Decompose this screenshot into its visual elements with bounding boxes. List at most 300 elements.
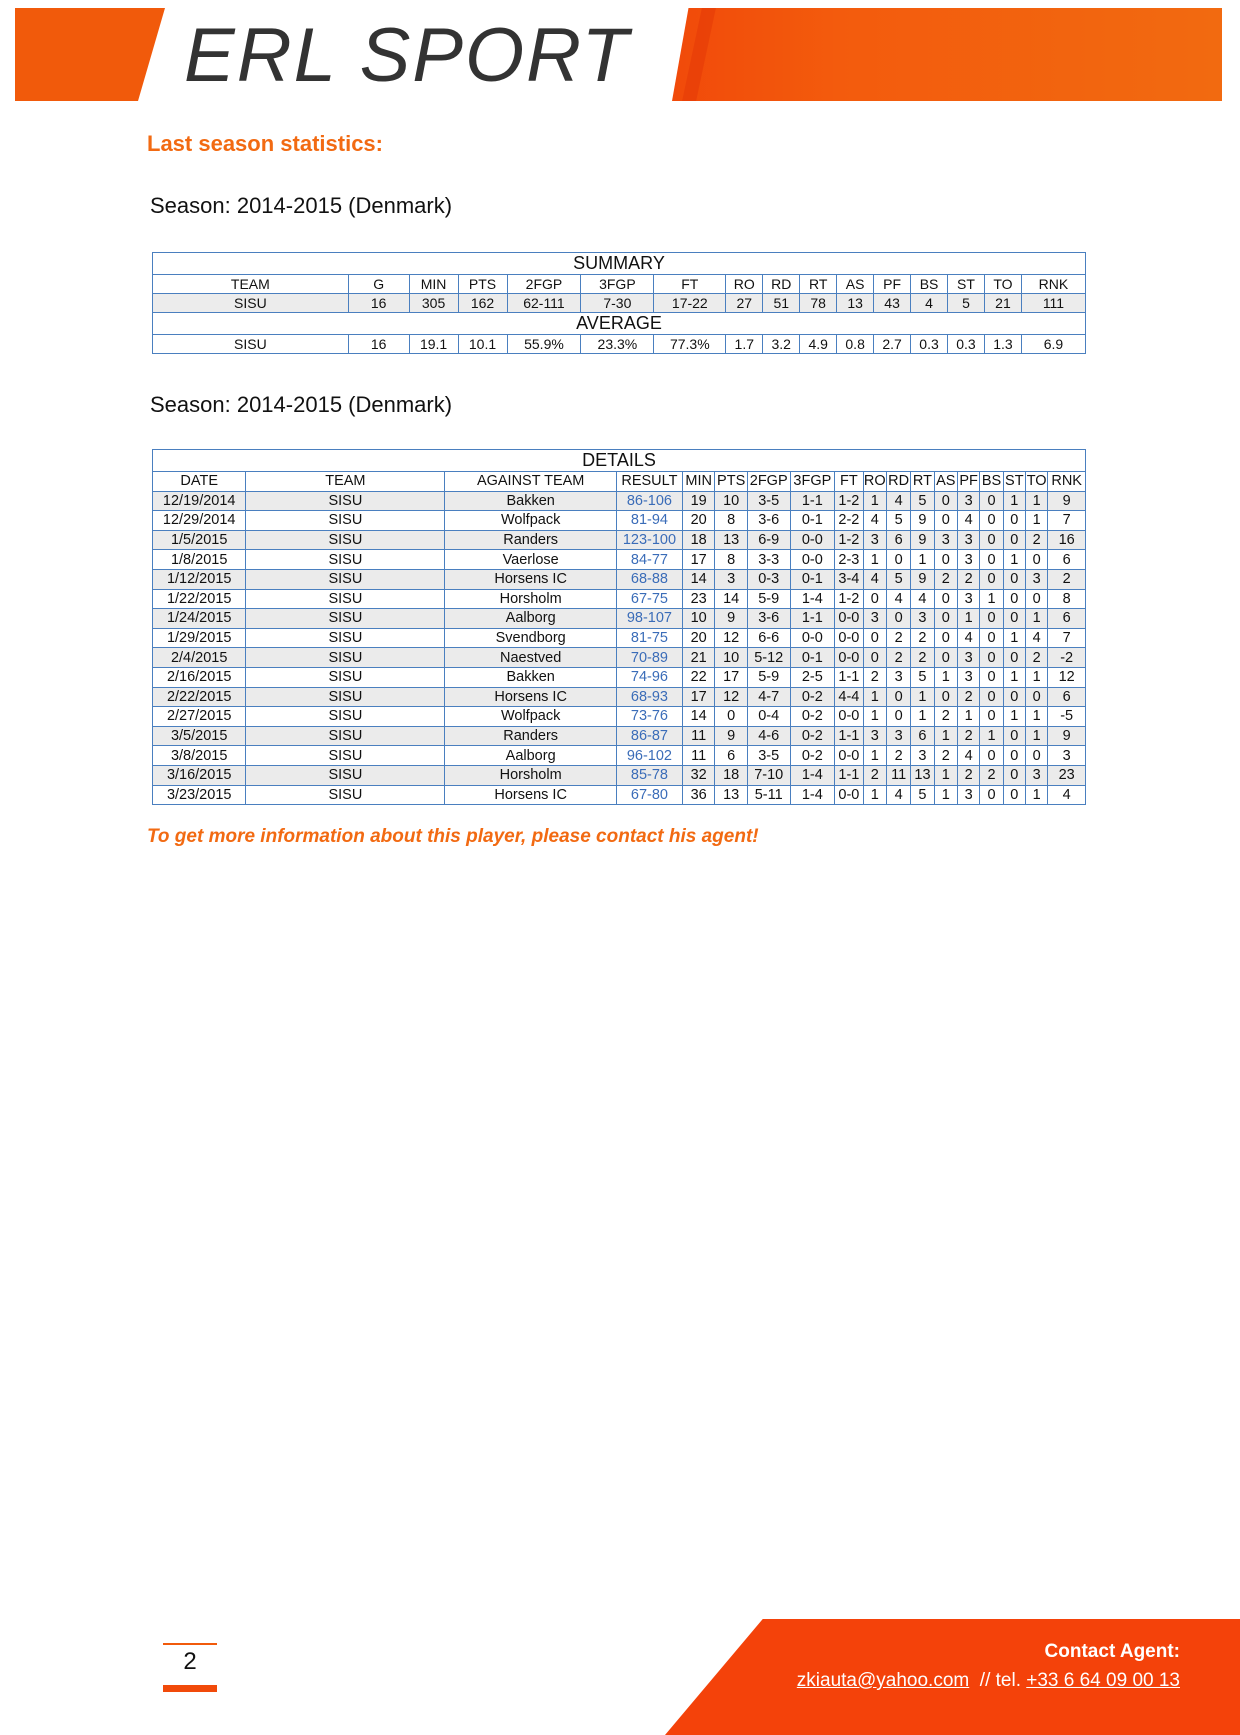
details-cell: 0	[934, 609, 957, 629]
page-number-rule-bottom	[163, 1685, 217, 1692]
details-cell: 4-6	[747, 726, 790, 746]
summary-average-cell: SISU	[153, 335, 349, 354]
details-cell: 1	[1003, 628, 1025, 648]
details-band-title: DETAILS	[153, 450, 1086, 472]
details-cell: Wolfpack	[445, 511, 617, 531]
details-cell: 4	[957, 746, 979, 766]
details-cell: Horsholm	[445, 589, 617, 609]
details-cell: 1	[863, 746, 886, 766]
details-cell: 0	[1003, 648, 1025, 668]
details-cell: 1	[1003, 491, 1025, 511]
table-row	[153, 667, 1086, 687]
details-cell: 5	[911, 785, 934, 805]
details-cell: 14	[715, 589, 747, 609]
details-cell: 9	[1048, 726, 1086, 746]
page-number-rule-top	[163, 1643, 217, 1645]
details-cell: 0	[886, 687, 910, 707]
summary-total-cell: 27	[726, 294, 763, 313]
details-cell: 4	[1025, 628, 1047, 648]
details-cell: 0	[934, 687, 957, 707]
details-cell: 0-0	[835, 648, 863, 668]
details-cell: 2/27/2015	[153, 707, 246, 727]
details-cell: 2/22/2015	[153, 687, 246, 707]
summary-average-cell: 19.1	[409, 335, 458, 354]
details-cell: 7	[1048, 511, 1086, 531]
details-cell: 0	[886, 609, 910, 629]
details-cell: 4	[1048, 785, 1086, 805]
details-cell: 2/4/2015	[153, 648, 246, 668]
details-header-cell: TEAM	[246, 472, 445, 492]
details-header-cell: PF	[959, 473, 978, 490]
details-cell: 0-0	[835, 609, 863, 629]
details-cell: SISU	[246, 707, 445, 727]
summary-header-cell: RNK	[1021, 275, 1085, 294]
details-cell: 11	[682, 746, 714, 766]
details-cell: 6-6	[747, 628, 790, 648]
details-cell: 5	[911, 491, 934, 511]
details-cell: SISU	[246, 609, 445, 629]
details-header-cell: PTS	[715, 472, 747, 492]
details-header-cell: ST	[1005, 473, 1024, 490]
details-cell: 3	[911, 746, 934, 766]
details-cell: Bakken	[445, 667, 617, 687]
details-cell: 5	[886, 511, 910, 531]
details-cell: 22	[682, 667, 714, 687]
summary-average-cell: 0.3	[911, 335, 948, 354]
details-cell: 9	[715, 609, 747, 629]
details-cell: 18	[682, 530, 714, 550]
details-cell: 84-77	[616, 550, 682, 570]
details-cell: 14	[682, 707, 714, 727]
details-cell: 67-80	[616, 785, 682, 805]
details-cell: 1	[934, 785, 957, 805]
summary-header-cell: TO	[984, 275, 1021, 294]
details-cell: 1-1	[790, 609, 835, 629]
details-cell: 2	[1025, 530, 1047, 550]
details-cell: 3	[934, 530, 957, 550]
summary-total-cell: 4	[911, 294, 948, 313]
details-cell: 3-4	[835, 569, 863, 589]
season-label-details: Season: 2014-2015 (Denmark)	[150, 392, 453, 417]
details-cell: 3-5	[747, 491, 790, 511]
details-cell: SISU	[246, 628, 445, 648]
details-cell: 21	[682, 648, 714, 668]
details-header-cell: RNK	[1048, 472, 1086, 492]
details-cell: 0-0	[835, 746, 863, 766]
details-cell: 13	[715, 785, 747, 805]
details-cell: 0	[980, 707, 1003, 727]
summary-band-title: SUMMARY	[153, 253, 1086, 275]
details-cell: SISU	[246, 530, 445, 550]
contact-label: Contact Agent:	[1044, 1641, 1180, 1662]
details-cell: 2/16/2015	[153, 667, 246, 687]
table-row	[153, 569, 1086, 589]
details-cell: 0	[980, 569, 1003, 589]
details-cell: 1	[1025, 511, 1047, 531]
details-cell: 0	[1003, 589, 1025, 609]
details-cell: 1-1	[835, 726, 863, 746]
details-cell: 0-0	[790, 530, 835, 550]
details-cell: 0	[934, 511, 957, 531]
details-cell: 2	[1048, 569, 1086, 589]
average-band-title: AVERAGE	[153, 313, 1086, 335]
table-row	[153, 609, 1086, 629]
contact-separator: // tel.	[969, 1670, 1027, 1691]
details-cell: Bakken	[445, 491, 617, 511]
details-cell: 23	[1048, 765, 1086, 785]
summary-average-cell: 16	[348, 335, 409, 354]
details-cell: 86-106	[616, 491, 682, 511]
brand-logo: ERL SPORT	[184, 13, 631, 98]
details-cell: 1	[1025, 667, 1047, 687]
details-cell: 6	[1048, 609, 1086, 629]
summary-header-cell: PTS	[458, 275, 507, 294]
details-cell: 123-100	[616, 530, 682, 550]
details-cell: 9	[1048, 491, 1086, 511]
details-cell: 1-4	[790, 589, 835, 609]
table-row	[153, 648, 1086, 668]
summary-total-cell: 16	[348, 294, 409, 313]
details-cell: 96-102	[616, 746, 682, 766]
details-cell: 5-12	[747, 648, 790, 668]
details-cell: 0	[1025, 687, 1047, 707]
details-header-cell: 2FGP	[747, 472, 790, 492]
details-cell: 12/19/2014	[153, 491, 246, 511]
summary-header-cell: RT	[800, 275, 837, 294]
details-cell: 2	[886, 648, 910, 668]
details-cell: 3/23/2015	[153, 785, 246, 805]
season-label-summary: Season: 2014-2015 (Denmark)	[150, 193, 453, 218]
details-cell: 17	[682, 550, 714, 570]
details-header-cell: AGAINST TEAM	[445, 472, 617, 492]
details-cell: 3	[863, 609, 886, 629]
details-cell: 1-1	[835, 667, 863, 687]
details-cell: 0	[980, 687, 1003, 707]
summary-total-cell: 5	[948, 294, 985, 313]
details-cell: 14	[682, 569, 714, 589]
summary-header-cell: 3FGP	[581, 275, 654, 294]
details-cell: 6-9	[747, 530, 790, 550]
details-cell: 70-89	[616, 648, 682, 668]
table-row	[153, 687, 1086, 707]
details-cell: 0-0	[835, 628, 863, 648]
details-cell: 0-1	[790, 511, 835, 531]
details-cell: 98-107	[616, 609, 682, 629]
details-cell: 3	[957, 785, 979, 805]
details-cell: 0	[980, 746, 1003, 766]
details-cell: Svendborg	[445, 628, 617, 648]
details-cell: 4	[886, 785, 910, 805]
details-cell: 8	[715, 511, 747, 531]
details-cell: 3	[957, 491, 979, 511]
details-cell: 0	[980, 628, 1003, 648]
summary-header-cell: AS	[837, 275, 874, 294]
summary-total-cell: 62-111	[507, 294, 581, 313]
details-header-cell: MIN	[682, 472, 714, 492]
section-title: Last season statistics:	[147, 131, 383, 156]
details-cell: 3	[1048, 746, 1086, 766]
details-table	[152, 449, 1086, 805]
details-cell: 2	[1025, 648, 1047, 668]
details-cell: 0	[863, 628, 886, 648]
details-cell: 17	[682, 687, 714, 707]
details-cell: 1-2	[835, 491, 863, 511]
details-cell: 0-2	[790, 707, 835, 727]
details-cell: 0-4	[747, 707, 790, 727]
details-cell: 0	[1025, 746, 1047, 766]
details-cell: 1	[980, 726, 1003, 746]
details-cell: 6	[911, 726, 934, 746]
details-cell: Naestved	[445, 648, 617, 668]
details-cell: 1	[934, 667, 957, 687]
summary-header-cell: G	[348, 275, 409, 294]
details-cell: 1	[863, 491, 886, 511]
details-cell: 86-87	[616, 726, 682, 746]
details-cell: 23	[682, 589, 714, 609]
details-cell: 0-0	[835, 707, 863, 727]
details-cell: SISU	[246, 667, 445, 687]
summary-average-cell: 1.7	[726, 335, 763, 354]
details-cell: 0	[934, 628, 957, 648]
details-header-cell: TO	[1026, 473, 1047, 490]
details-cell: 4	[886, 589, 910, 609]
details-cell: 1	[934, 765, 957, 785]
details-cell: 2	[980, 765, 1003, 785]
details-cell: 13	[715, 530, 747, 550]
details-cell: 3	[957, 550, 979, 570]
details-cell: 10	[715, 648, 747, 668]
details-cell: 1	[957, 707, 979, 727]
details-cell: 0	[886, 550, 910, 570]
details-cell: 12/29/2014	[153, 511, 246, 531]
summary-header-cell: ST	[948, 275, 985, 294]
details-cell: 2	[934, 707, 957, 727]
details-header-cell: RD	[888, 473, 910, 490]
summary-header-cell: TEAM	[153, 275, 349, 294]
details-cell: SISU	[246, 726, 445, 746]
details-cell: 0	[980, 550, 1003, 570]
details-cell: 0	[934, 550, 957, 570]
details-cell: 2-2	[835, 511, 863, 531]
details-cell: 4-7	[747, 687, 790, 707]
details-cell: 0-2	[790, 687, 835, 707]
details-cell: 3	[1025, 569, 1047, 589]
details-cell: 3	[886, 667, 910, 687]
details-cell: 0	[1025, 550, 1047, 570]
details-cell: 2	[863, 667, 886, 687]
details-cell: 4	[957, 511, 979, 531]
details-cell: 5	[886, 569, 910, 589]
details-cell: 68-88	[616, 569, 682, 589]
details-cell: SISU	[246, 687, 445, 707]
details-cell: 0	[1003, 765, 1025, 785]
details-cell: 1/24/2015	[153, 609, 246, 629]
details-cell: Wolfpack	[445, 707, 617, 727]
details-cell: 1	[1025, 609, 1047, 629]
details-cell: 1/5/2015	[153, 530, 246, 550]
details-cell: 18	[715, 765, 747, 785]
details-cell: 0	[1003, 609, 1025, 629]
email-link[interactable]: zkiauta@yahoo.com	[796, 1670, 970, 1691]
details-cell: 3-3	[747, 550, 790, 570]
details-header-cell: BS	[981, 473, 1002, 490]
details-cell: 67-75	[616, 589, 682, 609]
details-cell: 3	[886, 726, 910, 746]
details-cell: 0-0	[790, 550, 835, 570]
details-cell: 12	[715, 628, 747, 648]
phone-link[interactable]: +33 6 64 09 00 13	[1026, 1670, 1180, 1691]
details-cell: 2	[886, 628, 910, 648]
summary-total-cell: 43	[874, 294, 911, 313]
details-cell: 9	[911, 530, 934, 550]
details-cell: 0-0	[835, 785, 863, 805]
summary-average-cell: 0.3	[948, 335, 985, 354]
details-header-cell: RT	[911, 472, 934, 492]
details-cell: 20	[682, 511, 714, 531]
summary-total-cell: 13	[837, 294, 874, 313]
summary-average-cell: 10.1	[458, 335, 507, 354]
details-cell: 5-9	[747, 589, 790, 609]
details-cell: 0	[980, 648, 1003, 668]
summary-average-cell: 3.2	[763, 335, 800, 354]
details-cell: 0	[863, 648, 886, 668]
details-cell: 1-1	[835, 765, 863, 785]
details-cell: 2	[957, 569, 979, 589]
details-cell: 3	[957, 589, 979, 609]
details-header-cell: AS	[936, 473, 956, 490]
details-cell: 10	[682, 609, 714, 629]
details-cell: 0	[863, 589, 886, 609]
details-cell: 1	[911, 550, 934, 570]
details-header-cell: 3FGP	[790, 472, 835, 492]
details-cell: 11	[886, 765, 910, 785]
details-cell: 9	[911, 511, 934, 531]
details-cell: 85-78	[616, 765, 682, 785]
details-cell: 6	[1048, 550, 1086, 570]
summary-total-cell: 305	[409, 294, 458, 313]
summary-total-cell: 21	[984, 294, 1021, 313]
details-cell: 0	[1003, 746, 1025, 766]
details-cell: 2	[957, 765, 979, 785]
summary-header-cell: 2FGP	[507, 275, 581, 294]
details-cell: SISU	[246, 569, 445, 589]
details-cell: 0	[980, 609, 1003, 629]
table-row	[153, 530, 1086, 550]
details-cell: 4	[957, 628, 979, 648]
details-cell: 6	[715, 746, 747, 766]
details-cell: 1-2	[835, 589, 863, 609]
details-cell: 8	[715, 550, 747, 570]
table-row	[153, 726, 1086, 746]
details-cell: 0	[1025, 589, 1047, 609]
details-cell: 32	[682, 765, 714, 785]
details-cell: 0	[715, 707, 747, 727]
table-row	[153, 628, 1086, 648]
details-cell: 19	[682, 491, 714, 511]
details-cell: Horsens IC	[445, 785, 617, 805]
details-cell: 0	[980, 491, 1003, 511]
details-header-cell: RO	[863, 473, 886, 490]
details-cell: 1/29/2015	[153, 628, 246, 648]
details-cell: 0	[980, 785, 1003, 805]
details-cell: 1-4	[790, 765, 835, 785]
details-cell: 1	[934, 726, 957, 746]
details-cell: 0	[934, 648, 957, 668]
details-cell: 4	[911, 589, 934, 609]
details-cell: 7-10	[747, 765, 790, 785]
details-cell: 0	[1003, 569, 1025, 589]
details-cell: 2	[863, 765, 886, 785]
details-cell: SISU	[246, 648, 445, 668]
details-cell: 0	[886, 707, 910, 727]
details-cell: 16	[1048, 530, 1086, 550]
details-cell: 0-1	[790, 648, 835, 668]
details-cell: 2	[934, 746, 957, 766]
details-cell: 2	[934, 569, 957, 589]
details-cell: 1	[1025, 726, 1047, 746]
details-cell: 3-5	[747, 746, 790, 766]
details-cell: 12	[1048, 667, 1086, 687]
details-cell: -5	[1048, 707, 1086, 727]
details-cell: SISU	[246, 511, 445, 531]
details-cell: 3/5/2015	[153, 726, 246, 746]
details-cell: 17	[715, 667, 747, 687]
details-cell: 2	[911, 648, 934, 668]
details-cell: 0	[1003, 687, 1025, 707]
details-cell: 9	[911, 569, 934, 589]
contact-line	[797, 1670, 1180, 1692]
details-cell: 1	[1003, 550, 1025, 570]
table-row	[153, 511, 1086, 531]
details-cell: 1-1	[790, 491, 835, 511]
details-cell: 0-2	[790, 726, 835, 746]
details-cell: 1	[863, 687, 886, 707]
details-cell: Horsens IC	[445, 687, 617, 707]
details-cell: 2	[957, 687, 979, 707]
header-accent-right	[672, 8, 1222, 101]
details-cell: 0	[980, 511, 1003, 531]
details-cell: 6	[1048, 687, 1086, 707]
details-cell: 3	[715, 569, 747, 589]
details-cell: 1	[1025, 707, 1047, 727]
details-cell: 68-93	[616, 687, 682, 707]
details-cell: Aalborg	[445, 746, 617, 766]
table-row	[153, 765, 1086, 785]
details-cell: 1	[980, 589, 1003, 609]
details-cell: 1	[1003, 707, 1025, 727]
summary-total-cell: 162	[458, 294, 507, 313]
details-cell: 2-3	[835, 550, 863, 570]
summary-header-cell: MIN	[409, 275, 458, 294]
details-cell: 36	[682, 785, 714, 805]
details-cell: 2-5	[790, 667, 835, 687]
details-cell: 8	[1048, 589, 1086, 609]
details-header-cell: DATE	[153, 472, 246, 492]
details-cell: 3	[957, 648, 979, 668]
details-cell: 5	[911, 667, 934, 687]
summary-table	[152, 252, 1086, 354]
details-cell: 20	[682, 628, 714, 648]
table-row	[153, 550, 1086, 570]
header-accent-left	[15, 8, 165, 101]
details-cell: SISU	[246, 785, 445, 805]
summary-header-cell: RO	[726, 275, 763, 294]
details-cell: SISU	[246, 746, 445, 766]
details-cell: 0-2	[790, 746, 835, 766]
details-cell: 3	[911, 609, 934, 629]
details-cell: 1	[1003, 667, 1025, 687]
details-cell: 0-3	[747, 569, 790, 589]
